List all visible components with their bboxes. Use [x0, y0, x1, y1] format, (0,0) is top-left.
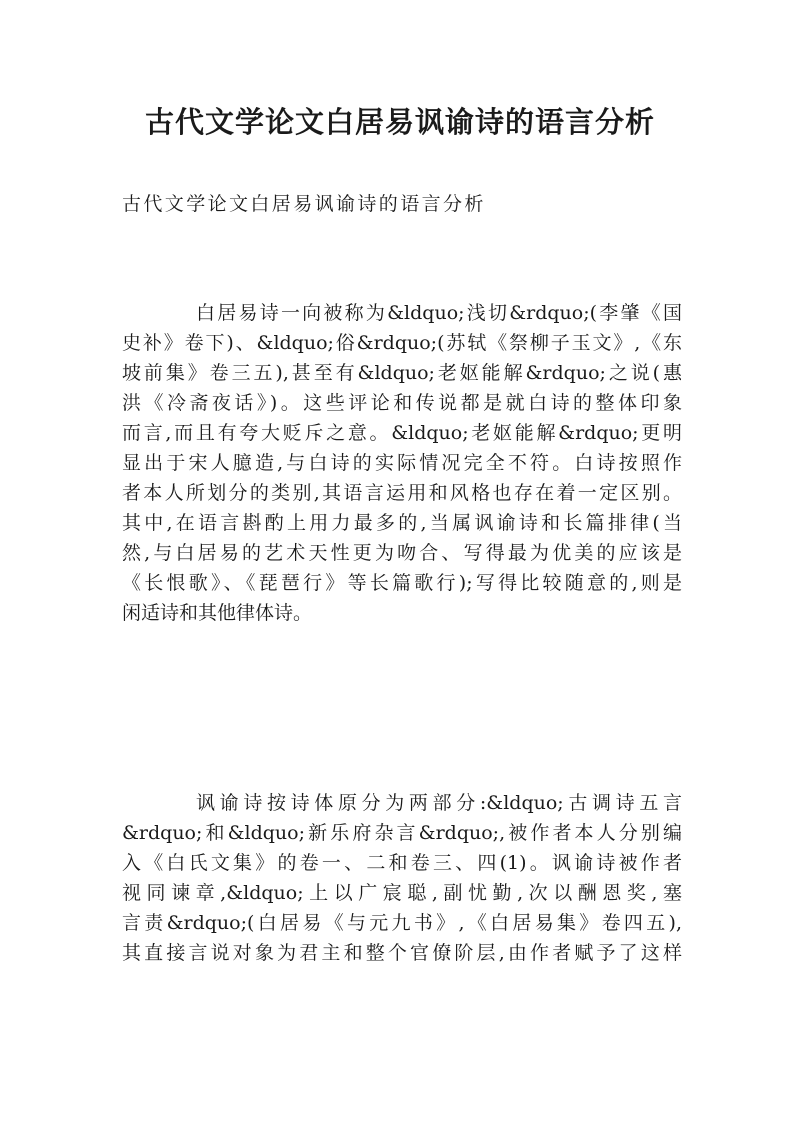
paragraph-line: 入《白氏文集》的卷一、二和卷三、四(1)。讽谕诗被作者	[122, 852, 682, 874]
paragraph-line: 讽谕诗按诗体原分为两部分:&ldquo;古调诗五言	[196, 792, 682, 814]
paragraph-line: 史补》卷下)、&ldquo;俗&rdquo;(苏轼《祭柳子玉文》,《东	[122, 332, 682, 354]
paragraph-line: 显出于宋人臆造,与白诗的实际情况完全不符。白诗按照作	[122, 452, 682, 474]
paragraph-1	[122, 298, 682, 628]
paragraph-line: 然,与白居易的艺术天性更为吻合、写得最为优美的应该是	[122, 542, 682, 564]
paragraph-line: 《长恨歌》、《琵琶行》等长篇歌行);写得比较随意的,则是	[122, 572, 682, 594]
paragraph-line: 洪《冷斋夜话》)。这些评论和传说都是就白诗的整体印象	[122, 392, 682, 414]
paragraph-line: 言责&rdquo;(白居易《与元九书》,《白居易集》卷四五),	[122, 912, 682, 934]
paragraph-line: 其直接言说对象为君主和整个官僚阶层,由作者赋予了这样	[122, 942, 682, 964]
paragraph-2	[122, 788, 682, 968]
paragraph-line: 其中,在语言斟酌上用力最多的,当属讽谕诗和长篇排律(当	[122, 512, 682, 534]
document-title: 古代文学论文白居易讽谕诗的语言分析	[144, 105, 655, 139]
document-subtitle: 古代文学论文白居易讽谕诗的语言分析	[122, 193, 486, 215]
paragraph-line: 而言,而且有夸大贬斥之意。&ldquo;老妪能解&rdquo;更明	[122, 422, 682, 444]
paragraph-line: 白居易诗一向被称为&ldquo;浅切&rdquo;(李肇《国	[196, 302, 682, 324]
paragraph-line: 坡前集》卷三五),甚至有&ldquo;老妪能解&rdquo;之说(惠	[122, 362, 682, 384]
paragraph-line: 者本人所划分的类别,其语言运用和风格也存在着一定区别。	[122, 482, 682, 504]
paragraph-line: 视同谏章,&ldquo;上以广宸聪,副忧勤,次以酬恩奖,塞	[122, 882, 682, 904]
paragraph-line: 闲适诗和其他律体诗。	[122, 602, 313, 624]
paragraph-line: &rdquo;和&ldquo;新乐府杂言&rdquo;,被作者本人分别编	[122, 822, 682, 844]
